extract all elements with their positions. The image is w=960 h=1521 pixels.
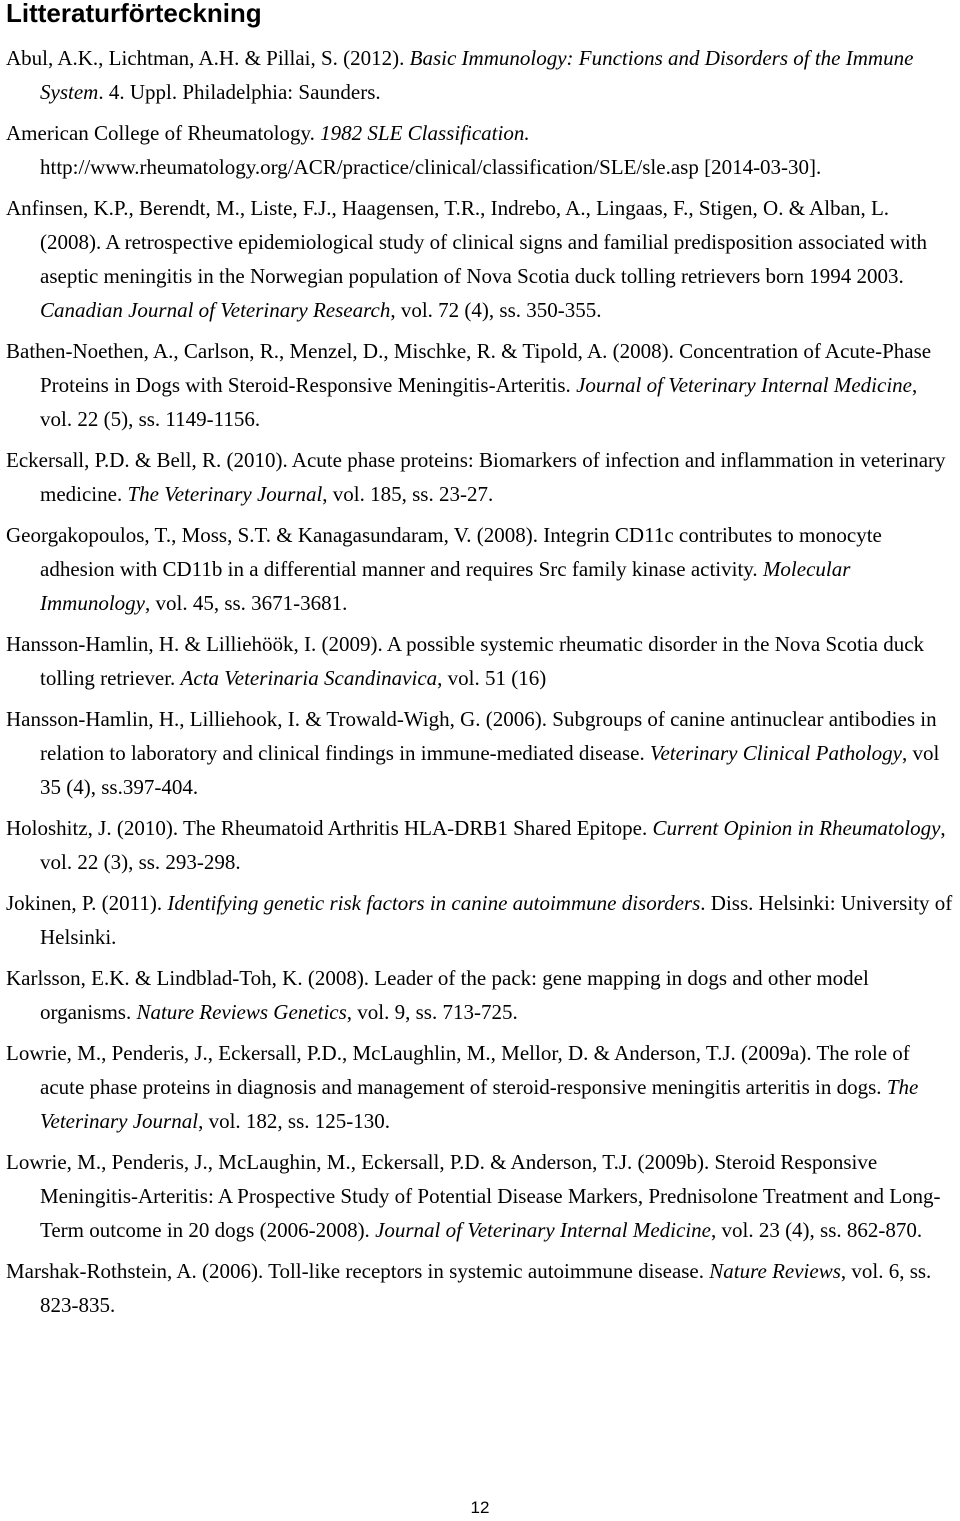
reference-entry: Karlsson, E.K. & Lindblad-Toh, K. (2008). Leader of the pack: gene mapping in dogs and other model organisms. Nature Reviews Genetics, vol. 9, ss. 713-725.	[6, 966, 869, 1024]
reference-entry: Abul, A.K., Lichtman, A.H. & Pillai, S. (2012). Basic Immunology: Functions and Disorders of the Immune System. 4. Uppl. Philadelphia: Saunders.	[6, 46, 914, 104]
reference-entry: Bathen-Noethen, A., Carlson, R., Menzel, D., Mischke, R. & Tipold, A. (2008). Concentration of Acute-Phase Proteins in Dogs with Steroid-Responsive Meningitis-Arteritis. Journal of Veterinary Internal Medicine, vol. 22 (5), ss. 1149-1156.	[6, 339, 932, 431]
reference-entry: Hansson-Hamlin, H., Lilliehook, I. & Trowald-Wigh, G. (2006). Subgroups of canine antinuclear antibodies in relation to laboratory and clinical findings in immune-mediated disease. Veterinary Clinical Pathology, vol 35 (4), ss.397-404.	[6, 707, 940, 799]
reference-entry: Holoshitz, J. (2010). The Rheumatoid Arthritis HLA-DRB1 Shared Epitope. Current Opinion in Rheumatology, vol. 22 (3), ss. 293-298.	[6, 816, 946, 874]
reference-entry: American College of Rheumatology. 1982 SLE Classification. http://www.rheumatology.org/ACR/practice/clinical/classification/SLE/sle.asp [2014-03-30].	[6, 121, 822, 179]
reference-entry: Lowrie, M., Penderis, J., McLaughin, M., Eckersall, P.D. & Anderson, T.J. (2009b). Steroid Responsive Meningitis-Arteritis: A Prospective Study of Potential Disease Markers, Prednisolone Treatment and Long-Term outcome in 20 dogs (2006-2008). Journal of Veterinary Internal Medicine, vol. 23 (4), ss. 862-870.	[6, 1150, 941, 1242]
reference-entry: Lowrie, M., Penderis, J., Eckersall, P.D., McLaughlin, M., Mellor, D. & Anderson, T.J. (2009a). The role of acute phase proteins in diagnosis and management of steroid-responsive meningitis arteritis in dogs. The Veterinary Journal, vol. 182, ss. 125-130.	[6, 1041, 919, 1133]
reference-entry: Georgakopoulos, T., Moss, S.T. & Kanagasundaram, V. (2008). Integrin CD11c contributes to monocyte adhesion with CD11b in a differential manner and requires Src family kinase activity. Molecular Immunology, vol. 45, ss. 3671-3681.	[6, 523, 882, 615]
page-number: 12	[470, 1498, 490, 1517]
page-heading: Litteraturförteckning	[6, 0, 262, 28]
reference-entry: Eckersall, P.D. & Bell, R. (2010). Acute phase proteins: Biomarkers of infection and inflammation in veterinary medicine. The Veterinary Journal, vol. 185, ss. 23-27.	[6, 448, 946, 506]
reference-list	[6, 41, 954, 1329]
reference-entry: Hansson-Hamlin, H. & Lilliehöök, I. (2009). A possible systemic rheumatic disorder in the Nova Scotia duck tolling retriever. Acta Veterinaria Scandinavica, vol. 51 (16)	[6, 632, 925, 690]
reference-entry: Anfinsen, K.P., Berendt, M., Liste, F.J., Haagensen, T.R., Indrebo, A., Lingaas, F., Stigen, O. & Alban, L. (2008). A retrospective epidemiological study of clinical signs and familial predisposition associated with aseptic meningitis in the Norwegian population of Nova Scotia duck tolling retrievers born 1994 2003. Canadian Journal of Veterinary Research, vol. 72 (4), ss. 350-355.	[6, 196, 928, 322]
reference-entry: Jokinen, P. (2011). Identifying genetic risk factors in canine autoimmune disorders. Diss. Helsinki: University of Helsinki.	[6, 891, 953, 949]
reference-entry: Marshak-Rothstein, A. (2006). Toll-like receptors in systemic autoimmune disease. Nature Reviews, vol. 6, ss. 823-835.	[6, 1259, 932, 1317]
